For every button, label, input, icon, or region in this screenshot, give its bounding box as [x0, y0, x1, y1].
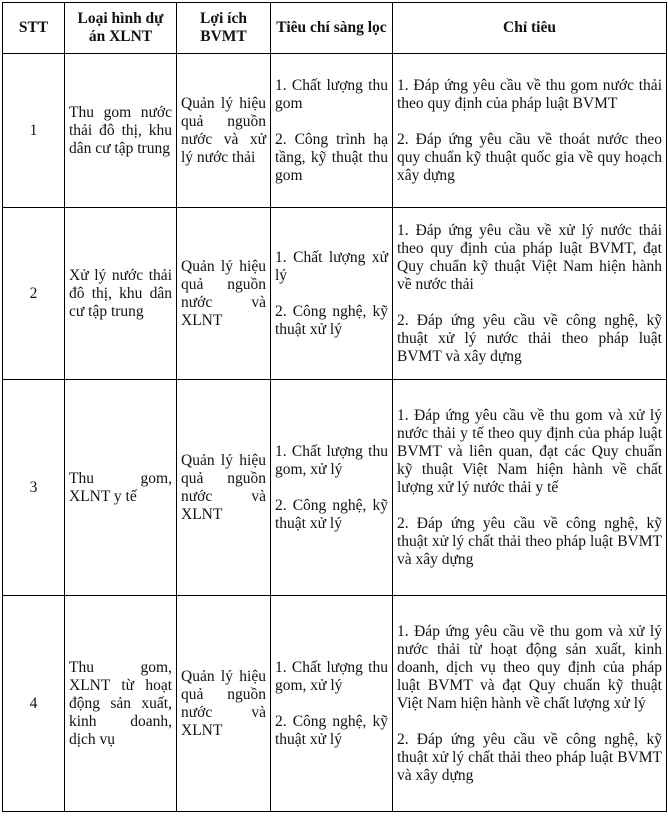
row-target [393, 208, 667, 380]
header-row [3, 3, 667, 54]
criteria-table [2, 2, 667, 812]
header-target: Chỉ tiêu [393, 3, 667, 54]
header-project-type: Loại hình dự án XLNT [65, 3, 177, 54]
target-item: 1. Đáp ứng yêu cầu về xử lý nước thải theo quy định của pháp luật BVMT, đạt Quy chuẩn kỹ thuật Việt Nam hiện hành về nước thải [397, 221, 662, 293]
row-project-type: Thu gom, XLNT từ hoạt động sản xuất, kinh doanh, dịch vụ [65, 596, 177, 812]
header-benefit: Lợi ích BVMT [177, 3, 271, 54]
target-item: 1. Đáp ứng yêu cầu về thu gom nước thải theo quy định của pháp luật BVMT [397, 76, 662, 112]
row-criteria [271, 380, 393, 596]
row-target [393, 596, 667, 812]
criteria-item: 1. Chất lượng thu gom [275, 76, 388, 112]
row-benefit: Quản lý hiệu quả nguồn nước và XLNT [177, 380, 271, 596]
target-item: 2. Đáp ứng yêu cầu về thoát nước theo quy chuẩn kỹ thuật quốc gia về quy hoạch xây dựng [397, 130, 662, 184]
target-item: 2. Đáp ứng yêu cầu về công nghệ, kỹ thuật xử lý chất thải theo pháp luật BVMT và xây dựng [397, 514, 662, 568]
row-project-type: Xử lý nước thải đô thị, khu dân cư tập trung [65, 208, 177, 380]
table-row [3, 54, 667, 208]
row-stt: 2 [3, 208, 65, 380]
row-criteria [271, 596, 393, 812]
row-stt: 4 [3, 596, 65, 812]
header-stt: STT [3, 3, 65, 54]
target-item: 2. Đáp ứng yêu cầu về công nghệ, kỹ thuật xử lý chất thải theo pháp luật BVMT và xây dựng [397, 730, 662, 784]
row-target [393, 380, 667, 596]
criteria-item: 1. Chất lượng thu gom, xử lý [275, 658, 388, 694]
row-stt: 3 [3, 380, 65, 596]
criteria-item: 1. Chất lượng xử lý [275, 248, 388, 284]
table-row [3, 380, 667, 596]
criteria-item: 2. Công nghệ, kỹ thuật xử lý [275, 496, 388, 532]
row-project-type: Thu gom, XLNT y tế [65, 380, 177, 596]
row-target [393, 54, 667, 208]
criteria-item: 2. Công nghệ, kỹ thuật xử lý [275, 712, 388, 748]
row-criteria [271, 208, 393, 380]
row-benefit: Quản lý hiệu quả nguồn nước và xử lý nước thải [177, 54, 271, 208]
row-stt: 1 [3, 54, 65, 208]
target-item: 2. Đáp ứng yêu cầu về công nghệ, kỹ thuật xử lý nước thải theo pháp luật BVMT và xây dựng [397, 311, 662, 365]
table-row [3, 208, 667, 380]
criteria-item: 1. Chất lượng thu gom, xử lý [275, 442, 388, 478]
target-item: 1. Đáp ứng yêu cầu về thu gom và xử lý nước thải y tế theo quy định của pháp luật BVMT và liên quan, đạt các Quy chuẩn kỹ thuật Việt Nam hiện hành về chất lượng xử lý nước thải y tế [397, 406, 662, 496]
header-criteria: Tiêu chí sàng lọc [271, 3, 393, 54]
row-criteria [271, 54, 393, 208]
criteria-item: 2. Công trình hạ tầng, kỹ thuật thu gom [275, 130, 388, 184]
row-benefit: Quản lý hiệu quả nguồn nước và XLNT [177, 208, 271, 380]
row-benefit: Quản lý hiệu quả nguồn nước và XLNT [177, 596, 271, 812]
table-row [3, 596, 667, 812]
criteria-item: 2. Công nghệ, kỹ thuật xử lý [275, 302, 388, 338]
target-item: 1. Đáp ứng yêu cầu về thu gom và xử lý nước thải từ hoạt động sản xuất, kinh doanh, dịch vụ theo quy định của pháp luật BVMT và đạt Quy chuẩn kỹ thuật Việt Nam hiện hành về chất lượng xử lý [397, 622, 662, 712]
row-project-type: Thu gom nước thải đô thị, khu dân cư tập trung [65, 54, 177, 208]
